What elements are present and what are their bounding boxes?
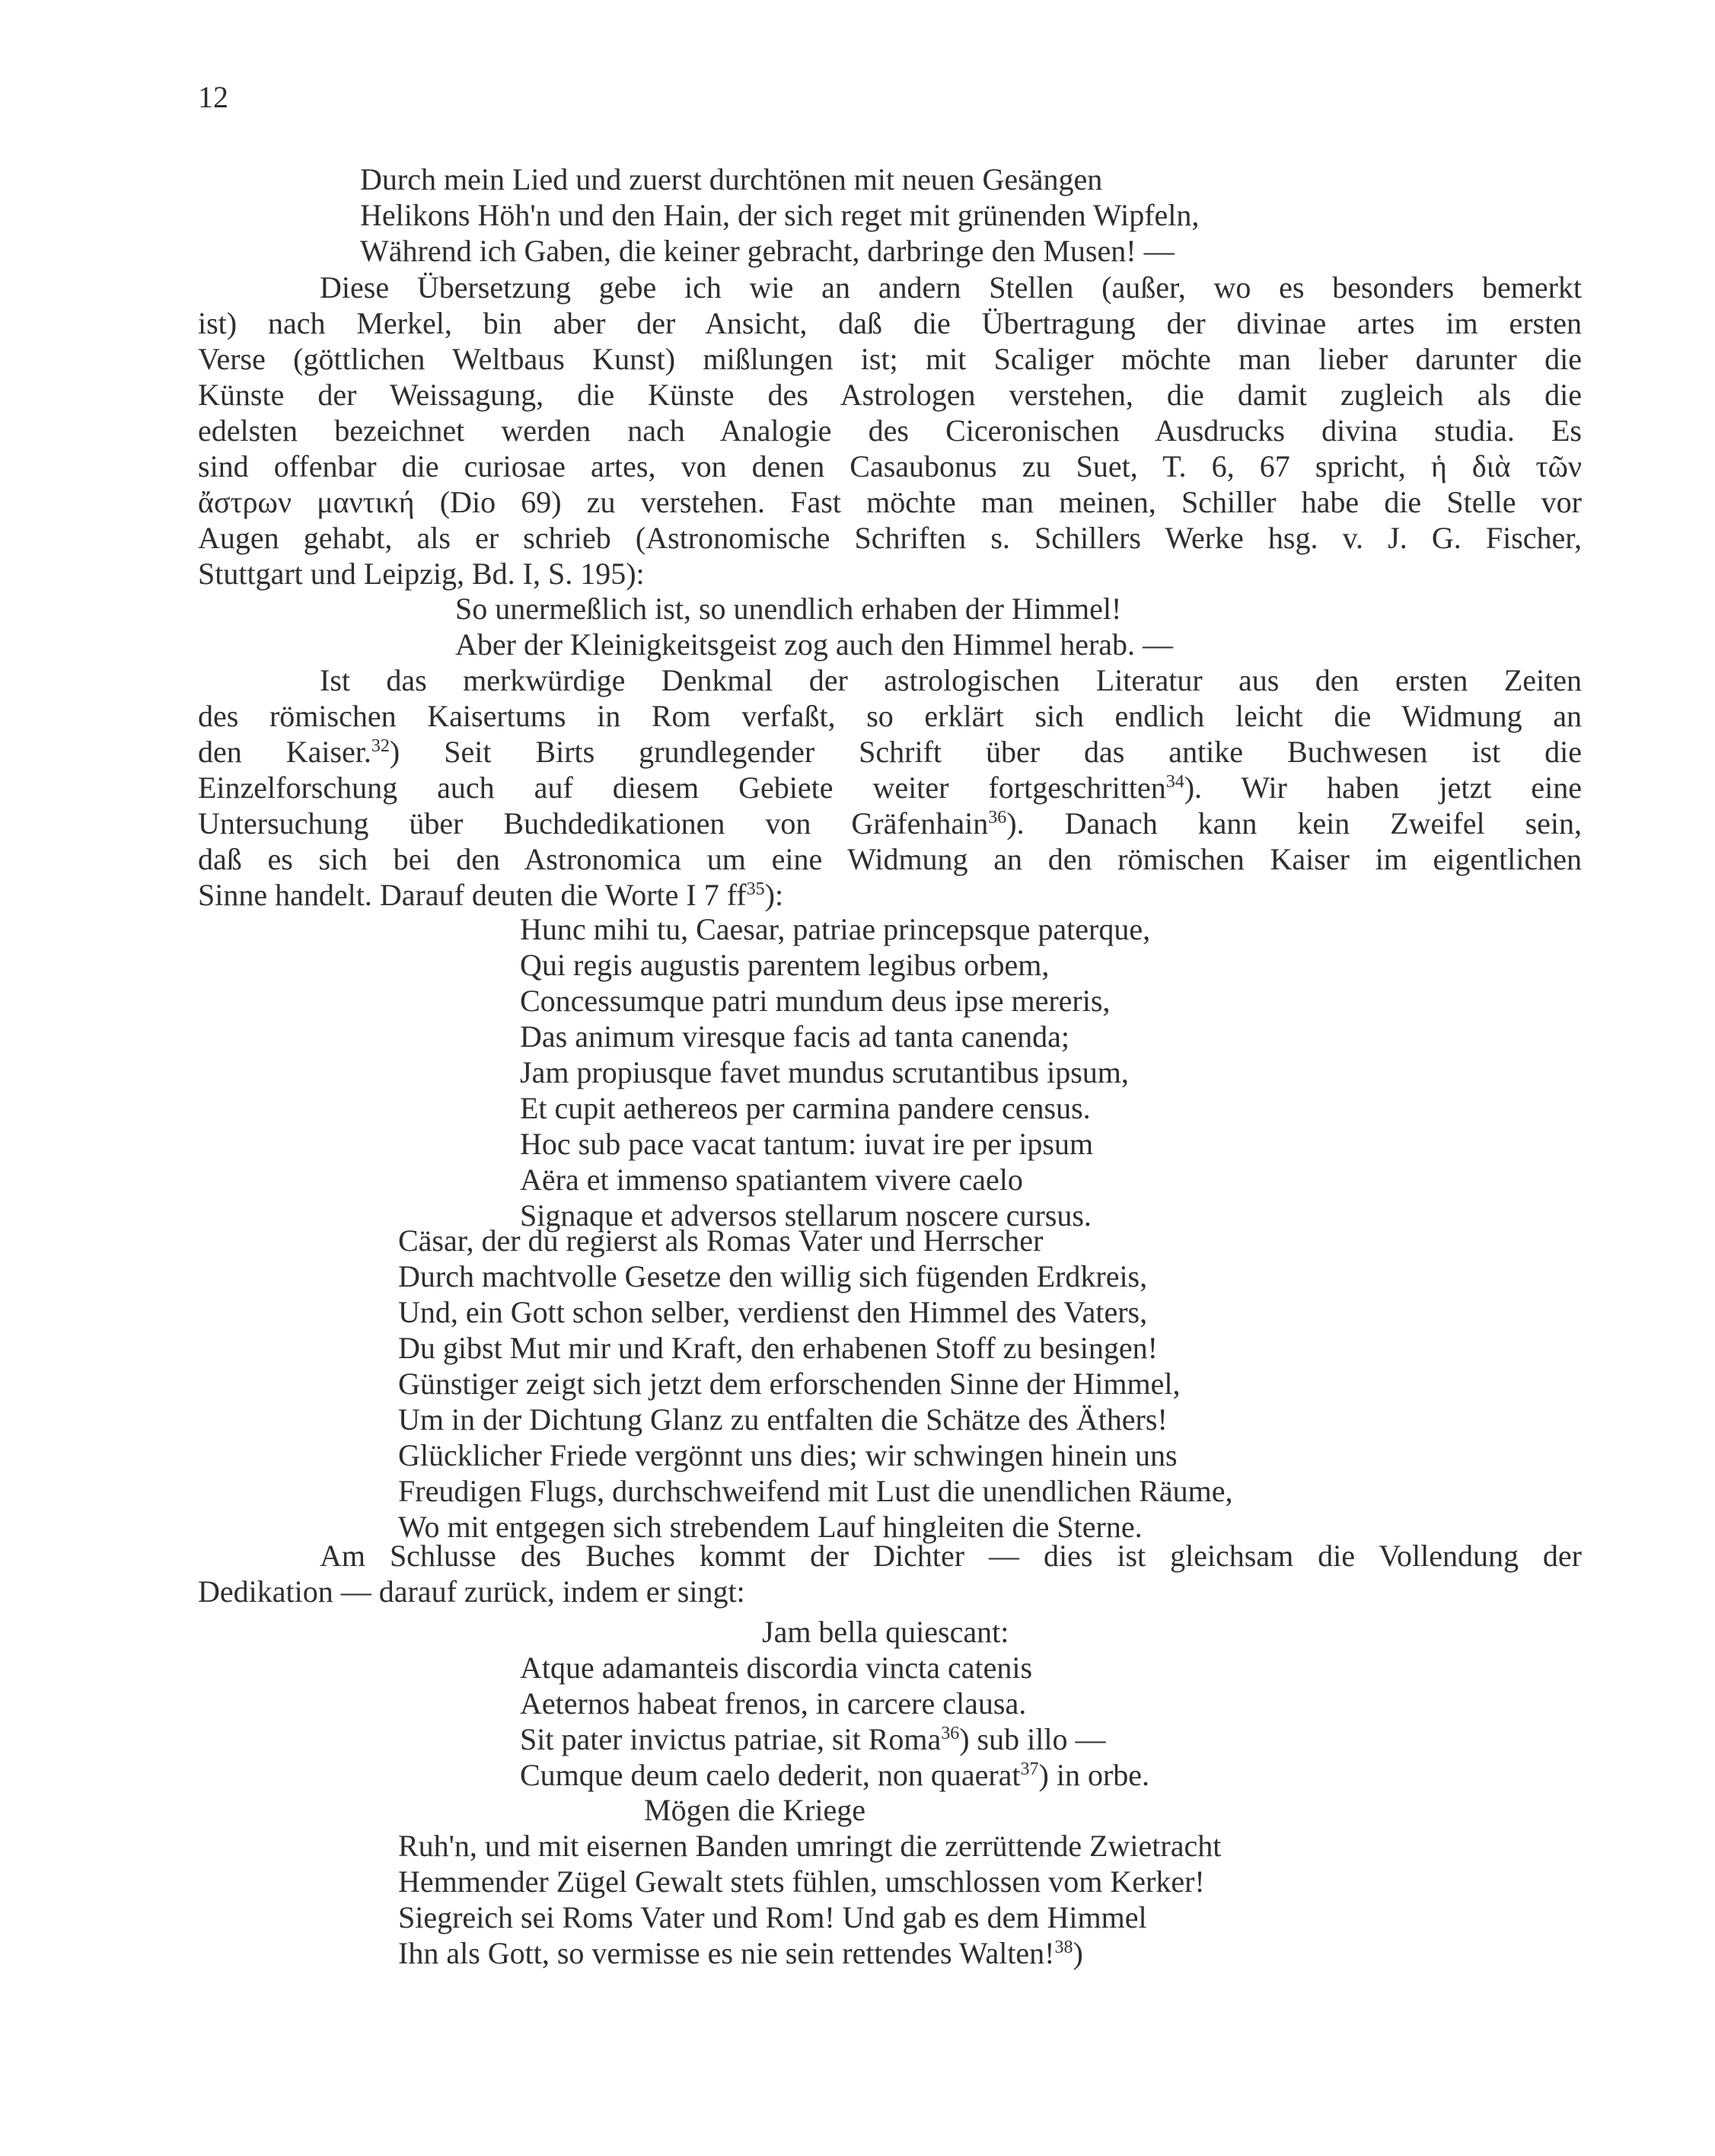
verse-line: Hemmender Zügel Gewalt stets fühlen, umschlossen vom Kerker! [398, 1864, 1205, 1899]
text-line: ist) nach Merkel, bin aber der Ansicht, daß die Übertragung der divinae artes im ersten [198, 306, 1582, 340]
verse-line: Hunc mihi tu, Caesar, patriae princepsque paterque, [520, 912, 1151, 946]
verse-line: Günstiger zeigt sich jetzt dem erforschenden Sinne der Himmel, [398, 1367, 1181, 1401]
footnote-ref: 36 [941, 1724, 960, 1743]
german-verse-closing [398, 1792, 1221, 1971]
page-number: 12 [198, 80, 228, 114]
verse-line: Und, ein Gott schon selber, verdienst den Himmel des Vaters, [398, 1295, 1148, 1329]
verse-line: Ruh'n, und mit eisernen Banden umringt die zerrüttende Zwietracht [398, 1829, 1222, 1863]
verse-line: Atque adamanteis discordia vincta catenis [520, 1650, 1033, 1685]
verse-line: Durch machtvolle Gesetze den willig sich fügenden Erdkreis, [398, 1259, 1148, 1293]
text-line: des römischen Kaisertums in Rom verfaßt, so erklärt sich endlich leicht die Widmung an [198, 699, 1582, 733]
verse-line: Siegreich sei Roms Vater und Rom! Und gab es dem Himmel [398, 1900, 1147, 1934]
text-line: Ist das merkwürdige Denkmal der astrologischen Literatur aus den ersten Zeiten [320, 663, 1582, 697]
latin-verse-closing [520, 1614, 1149, 1793]
verse-line: Helikons Höh'n und den Hain, der sich reget mit grünenden Wipfeln, [360, 198, 1200, 232]
latin-verse [520, 911, 1150, 1233]
text-line: sind offenbar die curiosae artes, von denen Casaubonus zu Suet, T. 6, 67 spricht, ἡ διὰ τῶν [198, 449, 1582, 483]
verse-line: Während ich Gaben, die keiner gebracht, darbringe den Musen! — [360, 234, 1175, 268]
text-line: den Kaiser.$^{32}$) Seit Birts grundlegender Schrift über das antike Buchwesen ist die [198, 735, 1583, 769]
schiller-quote [455, 591, 1173, 662]
german-verse [398, 1223, 1232, 1545]
verse-line: Durch mein Lied und zuerst durchtönen mit neuen Gesängen [360, 162, 1103, 196]
verse-line: Freudigen Flugs, durchschweifend mit Lust die unendlichen Räume, [398, 1474, 1233, 1508]
text-line: Augen gehabt, als er schrieb (Astronomische Schriften s. Schillers Werke hsg. v. J. G. Fischer, [198, 521, 1582, 555]
text-line: daß es sich bei den Astronomica um eine Widmung an den römischen Kaiser im eigentlichen [198, 842, 1582, 876]
verse-line: Jam propiusque favet mundus scrutantibus ipsum, [520, 1055, 1129, 1089]
verse-line: Das animum viresque facis ad tanta canenda; [520, 1019, 1069, 1054]
verse-line: Qui regis augustis parentem legibus orbem, [520, 948, 1050, 982]
paragraph-conclusion [198, 1538, 1582, 1609]
paragraph-dedication [198, 662, 1582, 913]
text-line: Sinne handelt. Darauf deuten die Worte I 7 $ff^{35}$): [198, 878, 784, 912]
footnote-ref: 35 [746, 879, 765, 899]
verse-line: Wo mit entgegen sich strebendem Lauf hingleiten die Sterne. [398, 1510, 1143, 1544]
text-line: ἄστρων μαντική (Dio 69) zu verstehen. Fast möchte man meinen, Schiller habe die Stelle vor [198, 485, 1582, 519]
verse-line: Cumque deum caelo dederit, non quaerat$^{37}$) in orbe. [520, 1758, 1150, 1792]
verse-line: Mögen die Kriege [644, 1793, 866, 1827]
text-line: Diese Übersetzung gebe ich wie an andern Stellen (außer, wo es besonders bemerkt [320, 270, 1582, 305]
verse-line: Aber der Kleinigkeitsgeist zog auch den Himmel herab. — [455, 627, 1174, 662]
text-line: Stuttgart und Leipzig, Bd. I, S. 195): [198, 557, 645, 591]
footnote-ref: 36 [988, 808, 1007, 828]
verse-line: Concessumque patri mundum deus ipse mereris, [520, 984, 1111, 1018]
verse-line: Aëra et immenso spatiantem vivere caelo [520, 1163, 1023, 1197]
footnote-ref: 34 [1165, 772, 1184, 792]
text-line: Am Schlusse des Buches kommt der Dichter — dies ist gleichsam die Vollendung der [320, 1539, 1582, 1573]
verse-line: Et cupit aethereos per carmina pandere census. [520, 1091, 1091, 1125]
verse-line: Glücklicher Friede vergönnt uns dies; wir schwingen hinein uns [398, 1438, 1178, 1472]
verse-line: So unermeßlich ist, so unendlich erhaben der Himmel! [455, 592, 1122, 626]
text-line: Dedikation — darauf zurück, indem er singt: [198, 1574, 745, 1609]
text-line: Einzelforschung auch auf diesem Gebiete weiter fortgeschritten$^{34}$). Wir haben jetzt eine [198, 770, 1582, 805]
verse-line: Um in der Dichtung Glanz zu entfalten die Schätze des Äthers! [398, 1402, 1168, 1437]
verse-line: Hoc sub pace vacat tantum: iuvat ire per ipsum [520, 1127, 1094, 1161]
footnote-ref: 37 [1020, 1759, 1039, 1779]
text-line: edelsten bezeichnet werden nach Analogie des Ciceronischen Ausdrucks divina studia. Es [198, 413, 1582, 448]
verse-line: Cäsar, der du regierst als Romas Vater und Herrscher [398, 1223, 1044, 1258]
text-line: Verse (göttlichen Weltbaus Kunst) mißlungen ist; mit Scaliger möchte man lieber darunter die [198, 342, 1582, 376]
verse-line: Ihn als Gott, so vermisse es nie sein rettendes Walten!$^{38}$) [398, 1936, 1083, 1970]
verse-line: Du gibst Mut mir und Kraft, den erhabenen Stoff zu besingen! [398, 1331, 1158, 1365]
paragraph-translation-note [198, 270, 1582, 592]
verse-line: Signaque et adversos stellarum noscere cursus. [520, 1198, 1092, 1233]
verse-line: Aeternos habeat frenos, in carcere clausa. [520, 1686, 1027, 1721]
text-line: Untersuchung über Buchdedikationen von Gräfenhain$^{36}$). Danach kann kein Zweifel sein, [198, 806, 1583, 840]
text-line: Künste der Weissagung, die Künste des Astrologen verstehen, die damit zugleich als die [198, 378, 1582, 412]
opening-verse [360, 161, 1199, 269]
verse-line: Sit pater invictus patriae, sit Roma$^{36}$) sub illo — [520, 1722, 1106, 1756]
footnote-ref: 38 [1054, 1938, 1073, 1957]
verse-line: Jam bella quiescant: [762, 1615, 1009, 1649]
footnote-ref: 32 [371, 736, 390, 756]
